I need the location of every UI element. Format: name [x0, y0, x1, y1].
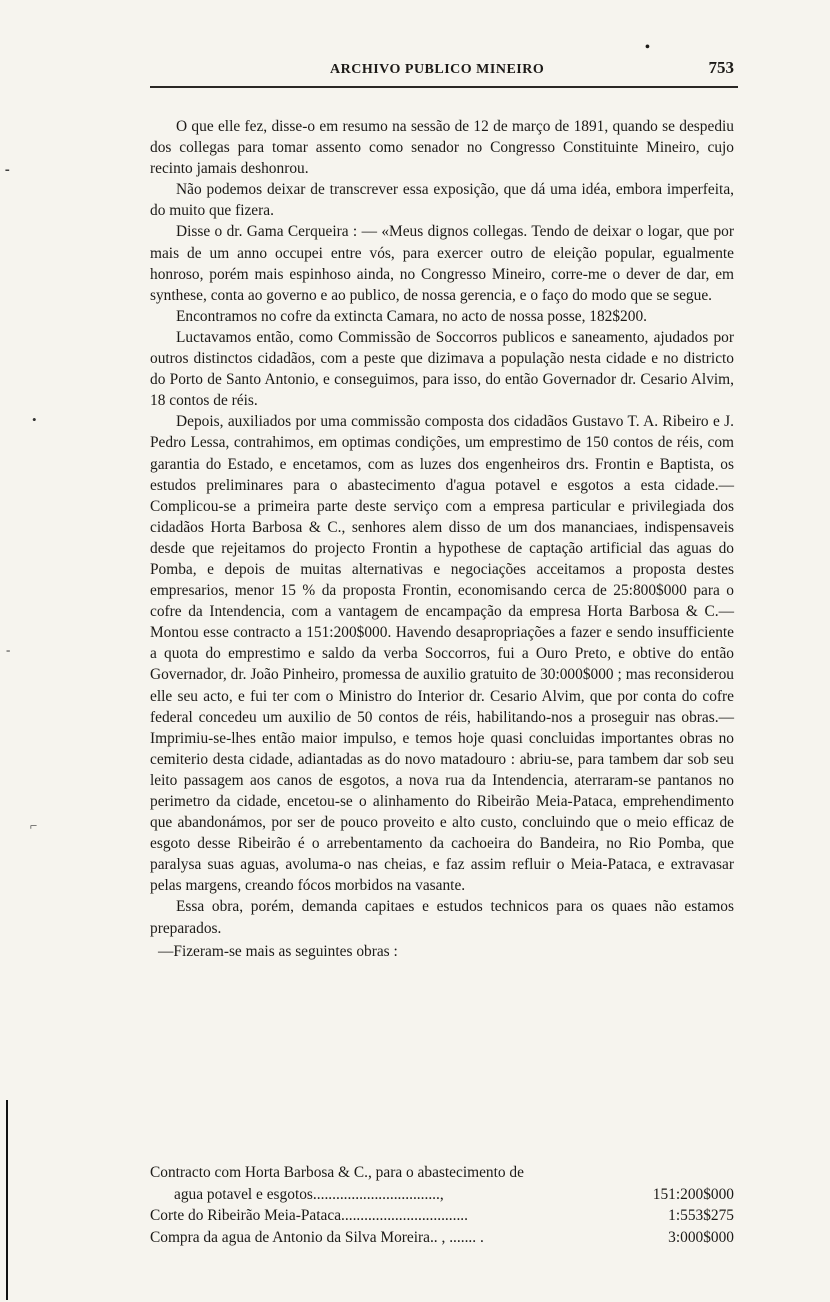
margin-mark: •	[32, 412, 37, 427]
paragraph-4: Encontramos no cofre da extincta Camara, no acto de nossa posse, 182$200.	[176, 307, 647, 325]
work-amount: 1:553$275	[668, 1207, 734, 1224]
paragraph-6: Depois, auxiliados por uma commissão composta dos cidadãos Gustavo T. A. Ribeiro e J. Pedro Lessa, contrahimos, em optimas condições, um emprestimo de 150 contos de réis, com garantia do Estado, e encetamos, com as luzes dos engenheiros drs. Frontin e Baptista, os estudos preliminares para o abastecimento d'agua potavel e esgotos a esta cidade.—Complicou-se a primeira parte deste serviço com a empresa particular e privilegiada dos cidadãos Horta Barbosa & C., senhores alem disso de um dos mananciaes, indispensaveis desde que rejeitamos do projecto Frontin a hypothese de captação artificial das aguas do Pomba, e depois de muitas alternativas e negociações acceitamos a proposta destes empresarios, menor 15 % da proposta Frontin, economisando cerca de 25:800$000 para o cofre da Intendencia, com a vantagem de encampação da empresa Horta Barbosa & C.—Montou esse contracto a 151:200$000. Havendo desapropriações a fazer e sendo insufficiente a quota do emprestimo e saldo da verba Soccorros, fui a Ouro Preto, e obtive do então Governador, dr. João Pinheiro, promessa de auxilio gratuito de 30:000$000 ; mas reconsiderou elle seu acto, e fui ter com o Ministro do Interior dr. Cesario Alvim, que por conta do cofre federal concedeu um auxilio de 50 contos de réis, habilitando-nos a proseguir nas obras.—Imprimiu-se-lhes então maior impulso, e temos hoje quasi concluidas importantes obras no cemiterio desta cidade, adiantadas as do novo matadouro : abriu-se, para tambem dar sob seu leito passagem aos canos de esgotos, a nova rua da Intendencia, aterraram-se pantanos no perimetro da cidade, encetou-se o alinhamento do Ribeirão Meia-Pataca, emprehendimento que abandonámos, por ser de pouco proveito e alto custo, concluindo que o meio efficaz de esgoto desse Ribeirão é o arrebentamento da cachoeira do Bandeira, no Rio Pomba, que paralysa suas aguas, avoluma-o nas cheias, e faz assim refluir o Meia-Pataca, e extravasar pelas margens, creando fócos morbidos na vasante.	[150, 413, 734, 895]
running-title: ARCHIVO PUBLICO MINEIRO	[330, 62, 545, 77]
page-header	[150, 40, 738, 88]
body-text	[150, 116, 734, 962]
table-row	[150, 1184, 734, 1206]
paragraph-5: Luctavamos então, como Commissão de Soccorros publicos e saneamento, ajudados por outros distinctos cidadãos, com a peste que dizimava a população nesta cidade e no districto do Porto de Santo Antonio, e conseguimos, para isso, do então Governador dr. Cesario Alvim, 18 contos de réis.	[150, 328, 734, 410]
work-amount	[642, 1162, 734, 1184]
paragraph-1: O que elle fez, disse-o em resumo na sessão de 12 de março de 1891, quando se despediu dos collegas para tomar assento como senador no Congresso Constituinte Mineiro, cujo recinto jamais deshonrou.	[150, 118, 734, 178]
work-amount: 3:000$000	[668, 1228, 734, 1246]
work-description: Contracto com Horta Barbosa & C., para o abastecimento de	[150, 1164, 524, 1181]
margin-rule	[6, 1100, 8, 1300]
table-row	[150, 1205, 734, 1227]
table-row	[150, 1162, 734, 1184]
work-description: Compra da agua de Antonio da Silva Moreira.. , ....... .	[150, 1228, 484, 1246]
paragraph-3: Disse o dr. Gama Cerqueira : — «Meus dignos collegas. Tendo de deixar o logar, que por mais de um anno occupei entre vós, para exercer outro de eleição popular, egualmente honroso, porém mais espinhoso ainda, no Congresso Mineiro, corre-me o dever de dar, em synthese, conta ao governo e ao publico, de nossa gerencia, e o faço do modo que se segue.	[150, 223, 734, 304]
works-heading: —Fizeram-se mais as seguintes obras :	[158, 942, 398, 960]
margin-mark: ⁃	[4, 163, 11, 178]
works-table	[150, 1162, 734, 1248]
paragraph-7: Essa obra, porém, demanda capitaes e estudos technicos para os quaes não estamos preparados.	[150, 898, 734, 937]
work-amount: 151:200$000	[652, 1185, 734, 1203]
work-description: Corte do Ribeirão Meia-Pataca.................................	[150, 1207, 469, 1224]
margin-mark: ⌐	[30, 818, 38, 833]
work-description: agua potavel e esgotos.................................,	[174, 1185, 444, 1203]
page-number: 753	[708, 58, 734, 77]
header-dot: •	[645, 40, 650, 55]
paragraph-2: Não podemos deixar de transcrever essa exposição, que dá uma idéa, embora imperfeita, do muito que fizera.	[150, 181, 734, 220]
margin-mark: -	[6, 642, 11, 657]
table-row	[150, 1227, 734, 1249]
